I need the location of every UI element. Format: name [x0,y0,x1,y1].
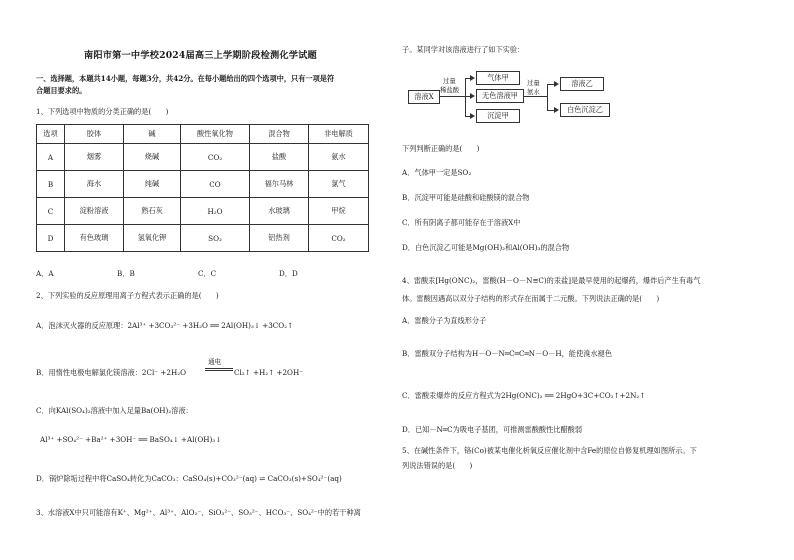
q4-option-d: D．已知－N═C为吸电子基团，可推测雷酸酸性比醋酸弱 [402,425,583,434]
q1-option-d: D．D [279,269,298,278]
table-cell: A [37,144,65,171]
solution-x-box: 溶液X [408,90,440,104]
table-row [37,198,369,225]
question-4-cont: 体。雷酸因遇高以双分子结构的形式存在而属于二元酸。下列说法正确的是( ) [402,294,660,303]
reagent1-label-b: 稀盐酸 [440,86,460,94]
table-header-cell: 碱 [124,125,181,144]
question-5-cont: 列说法错误的是( ) [402,461,473,470]
table-cell: 氢氧化钾 [124,225,181,252]
colorless-solution-box: 无色溶液甲 [476,89,524,103]
question-2: 2、下列实验的反应原理用离子方程式表示正确的是( ) [36,291,219,300]
table-cell: 氨水 [309,144,369,171]
solution-yi-box: 溶液乙 [560,77,604,91]
q2-option-c-equation: Al³⁺ +SO₄²⁻ +Ba²⁺ +3OH⁻ ══ BaSO₄↓ +Al(OH)₃↓ [40,435,222,444]
q3-option-d: D．白色沉淀乙可能是Mg(OH)₂和Al(OH)₃的混合物 [402,243,570,252]
table-cell: 甲烷 [309,198,369,225]
table-cell: 水玻璃 [250,198,309,225]
table-cell: 铝热剂 [250,225,309,252]
q1-option-a: A．A [36,269,54,278]
q1-option-c: C．C [198,269,217,278]
table-cell: 淀粉溶液 [65,198,124,225]
section-heading-cont: 合题目要求的。 [36,86,87,95]
q2-option-d: D．锅炉除垢过程中将CaSO₄转化为CaCO₃：CaSO₄(s)+CO₃²⁻(aq) ⇌ CaCO₃(s)+SO₄²⁻(aq) [36,474,342,483]
table-cell: CO₂ [309,225,369,252]
table-cell: 熟石灰 [124,198,181,225]
question-1: 1、下列选项中物质的分类正确的是( ) [36,107,169,116]
table-cell: 盐酸 [250,144,309,171]
table-row [37,171,369,198]
table-cell: 氯气 [309,171,369,198]
table-cell: H₂O [181,198,250,225]
table-cell: CO₂ [181,144,250,171]
question-4: 4、雷酸汞[Hg(ONC)₂，雷酸(H－O－N≡C)的汞盐]是最早使用的起爆药，爆炸后产生有毒气 [402,276,701,285]
table-header-cell: 混合物 [250,125,309,144]
white-precipitate-yi-box: 白色沉淀乙 [560,103,610,117]
q3-option-c: C．所有阴离子都可能存在于溶液X中 [402,218,521,227]
reagent1-label-a: 过量 [443,77,456,85]
condition-line-bottom [205,370,233,371]
table-header-cell: 胶体 [65,125,124,144]
arrow-line-1 [439,96,465,97]
arrowhead-precip [470,113,475,119]
q4-option-a: A．雷酸分子为直线形分子 [402,316,487,325]
table-header-cell: 选项 [37,125,65,144]
q1-option-b: B．B [117,269,135,278]
q3-option-b: B．沉淀甲可能是硅酸和硅酸镁的混合物 [402,193,530,202]
table-cell: C [37,198,65,225]
reagent2-label-b: 氨水 [527,88,540,96]
table-cell: 海水 [65,171,124,198]
question-3: 3、水溶液X中只可能溶有K⁺、Mg²⁺、Al³⁺、AlO₂⁻、SiO₃²⁻、SO₃²⁻、HCO₃⁻、SO₄²⁻中的若干种离 [36,508,361,517]
page-title: 南阳市第一中学校2024届高三上学期阶段检测化学试题 [84,50,317,61]
q2-option-c: C．向KAl(SO₄)₂溶液中加入足量Ba(OH)₂溶液： [36,406,193,415]
arrowhead-white-yi [554,107,559,113]
table-cell: 纯碱 [124,171,181,198]
table-header-cell: 酸性氧化物 [181,125,250,144]
q3-option-a: A．气体甲一定是SO₂ [402,168,472,177]
branch-line-1 [465,78,466,116]
table-cell: 有色玻璃 [65,225,124,252]
arrowhead-solution-yi [554,81,559,87]
question-5: 5、在碱性条件下，铬(Co)被某电催化析氧反应催化剂中含Fe的原位自修复机理如图所示。下 [402,446,697,455]
q4-option-b: B．雷酸双分子结构为H－O－N═C═C═N－O－H，能使溴水褪色 [402,349,612,358]
q4-option-c: C．雷酸汞爆炸的反应方程式为2Hg(ONC)₂ ══ 2HgO+3C+CO₂↑+2N₂↑ [402,391,646,400]
q2-option-a: A．泡沫灭火器的反应原理：2Al³⁺ +3CO₃²⁻ +3H₂O ══ 2Al(OH)₃↓ +3CO₂↑ [36,321,294,330]
branch-line-2 [547,84,548,111]
reagent2-label-a: 过量 [527,79,540,87]
table-cell: 烧碱 [124,144,181,171]
table-cell: 福尔马林 [250,171,309,198]
q2-option-b-pre: B．用惰性电极电解氯化镁溶液：2Cl⁻ +2H₂O [36,368,186,377]
table-row [37,144,369,171]
table-header-cell: 非电解质 [309,125,369,144]
table-cell: 烟雾 [65,144,124,171]
electrolysis-condition: 通电 [208,358,222,366]
table-cell: SO₂ [181,225,250,252]
q2-option-b-post: Cl₂↑ +H₂↑ +2OH⁻ [234,368,304,377]
section-heading: 一、选择题，本题共14小题，每题3分，共42分。在每小题给出的四个选项中，只有一项是符 [36,74,335,83]
table-cell: B [37,171,65,198]
arrowhead-gas [470,75,475,81]
arrow-line-2 [523,96,547,97]
arrowhead-colorless [470,93,475,99]
precipitate-jia-box: 沉淀甲 [476,109,520,123]
table-cell: D [37,225,65,252]
table-cell: CO [181,171,250,198]
condition-line-top [205,368,233,369]
q3-prompt: 下列判断正确的是( ) [402,144,480,153]
table-row [37,225,369,252]
q3-continuation: 子。某同学对该溶液进行了如下实验： [402,45,525,54]
gas-jia-box: 气体甲 [476,71,520,85]
classification-table [36,124,369,252]
